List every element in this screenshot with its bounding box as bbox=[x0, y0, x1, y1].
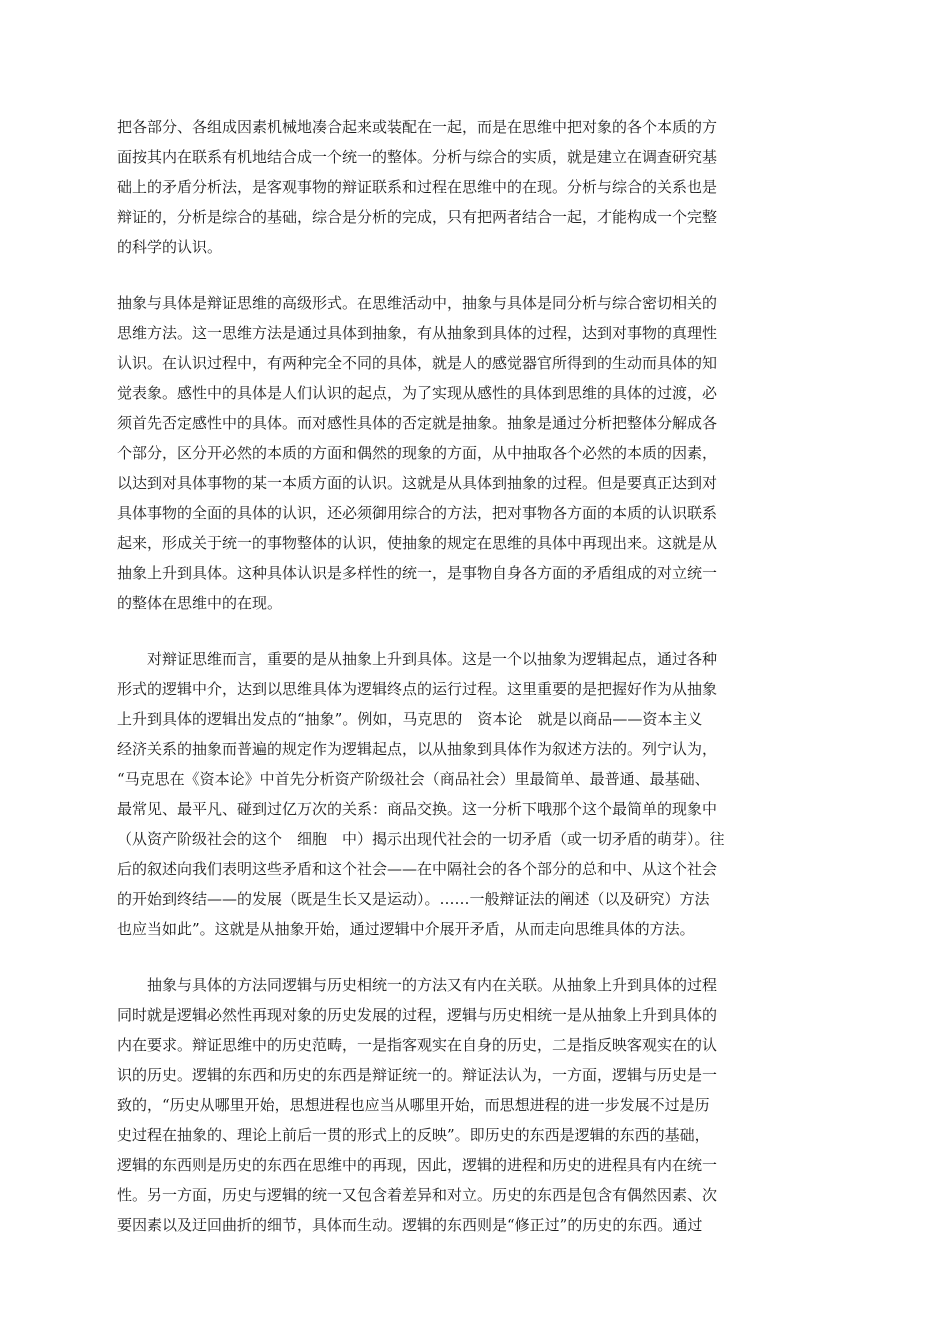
text-line: 的整体在思维中的在现。 bbox=[117, 594, 283, 612]
text-line: 史过程在抽象的、理论上前后一贯的形式上的反映”。即历史的东西是逻辑的东西的基础， bbox=[117, 1126, 710, 1144]
text-line: 也应当如此”。这就是从抽象开始，通过逻辑中介展开矛盾，从而走向思维具体的方法。 bbox=[117, 920, 695, 938]
text-line: 具体事物的全面的具体的认识，还必须御用综合的方法，把对事物各方面的本质的认识联系 bbox=[117, 504, 718, 522]
text-line: 对辩证思维而言，重要的是从抽象上升到具体。这是一个以抽象为逻辑起点，通过各种 bbox=[117, 650, 718, 668]
text-line: 个部分，区分开必然的本质的方面和偶然的现象的方面，从中抽取各个必然的本质的因素， bbox=[117, 444, 718, 462]
text-line: 抽象与具体的方法同逻辑与历史相统一的方法又有内在关联。从抽象上升到具体的过程 bbox=[117, 976, 718, 994]
document-body bbox=[117, 112, 811, 1240]
text-line: 认识。在认识过程中，有两种完全不同的具体，就是人的感觉器官所得到的生动而具体的知 bbox=[117, 354, 718, 372]
text-line: （从资产阶级社会的这个 细胞 中）揭示出现代社会的一切矛盾（或一切矛盾的萌芽）。往 bbox=[117, 830, 725, 848]
text-line: 致的，“历史从哪里开始，思想进程也应当从哪里开始，而思想进程的进一步发展不过是历 bbox=[117, 1096, 710, 1114]
text-line: 内在要求。辩证思维中的历史范畴，一是指客观实在自身的历史，二是指反映客观实在的认 bbox=[117, 1036, 718, 1054]
text-line: 抽象上升到具体。这种具体认识是多样性的统一，是事物自身各方面的矛盾组成的对立统一 bbox=[117, 564, 718, 582]
text-line: 辩证的，分析是综合的基础，综合是分析的完成，只有把两者结合一起，才能构成一个完整 bbox=[117, 208, 718, 226]
text-line: 形式的逻辑中介，达到以思维具体为逻辑终点的运行过程。这里重要的是把握好作为从抽象 bbox=[117, 680, 718, 698]
paragraph-3 bbox=[117, 644, 811, 944]
paragraph-1 bbox=[117, 112, 811, 262]
text-line: 的开始到终结——的发展（既是生长又是运动）。……一般辩证法的阐述（以及研究）方法 bbox=[117, 890, 710, 908]
text-line: 的科学的认识。 bbox=[117, 238, 223, 256]
text-line: 经济关系的抽象而普遍的规定作为逻辑起点，以从抽象到具体作为叙述方法的。列宁认为， bbox=[117, 740, 718, 758]
text-line: 逻辑的东西则是历史的东西在思维中的再现，因此，逻辑的进程和历史的进程具有内在统一 bbox=[117, 1156, 718, 1174]
text-line: 后的叙述向我们表明这些矛盾和这个社会——在中隔社会的各个部分的总和中、从这个社会 bbox=[117, 860, 718, 878]
text-line: 抽象与具体是辩证思维的高级形式。在思维活动中，抽象与具体是同分析与综合密切相关的 bbox=[117, 294, 718, 312]
text-line: 性。另一方面，历史与逻辑的统一又包含着差异和对立。历史的东西是包含有偶然因素、次 bbox=[117, 1186, 718, 1204]
text-line: 最常见、最平凡、碰到过亿万次的关系：商品交换。这一分析下哦那个这个最简单的现象中 bbox=[117, 800, 718, 818]
paragraph-4 bbox=[117, 970, 811, 1240]
text-line: 以达到对具体事物的某一本质方面的认识。这就是从具体到抽象的过程。但是要真正达到对 bbox=[117, 474, 718, 492]
text-line: 觉表象。感性中的具体是人们认识的起点，为了实现从感性的具体到思维的具体的过渡，必 bbox=[117, 384, 718, 402]
text-line: 同时就是逻辑必然性再现对象的历史发展的过程，逻辑与历史相统一是从抽象上升到具体的 bbox=[117, 1006, 718, 1024]
text-line: 础上的矛盾分析法，是客观事物的辩证联系和过程在思维中的在现。分析与综合的关系也是 bbox=[117, 178, 718, 196]
text-line: “马克思在《资本论》中首先分析资产阶级社会（商品社会）里最简单、最普通、最基础、 bbox=[117, 770, 710, 788]
paragraph-2 bbox=[117, 288, 811, 618]
text-line: 面按其内在联系有机地结合成一个统一的整体。分析与综合的实质，就是建立在调查研究基 bbox=[117, 148, 718, 166]
text-line: 起来，形成关于统一的事物整体的认识，使抽象的规定在思维的具体中再现出来。这就是从 bbox=[117, 534, 718, 552]
text-line: 识的历史。逻辑的东西和历史的东西是辩证统一的。辩证法认为，一方面，逻辑与历史是一 bbox=[117, 1066, 718, 1084]
text-line: 思维方法。这一思维方法是通过具体到抽象，有从抽象到具体的过程，达到对事物的真理性 bbox=[117, 324, 718, 342]
text-line: 把各部分、各组成因素机械地凑合起来或装配在一起，而是在思维中把对象的各个本质的方 bbox=[117, 118, 718, 136]
text-line: 上升到具体的逻辑出发点的“抽象”。例如，马克思的 资本论 就是以商品——资本主义 bbox=[117, 710, 703, 728]
text-line: 须首先否定感性中的具体。而对感性具体的否定就是抽象。抽象是通过分析把整体分解成各 bbox=[117, 414, 718, 432]
text-line: 要因素以及迂回曲折的细节，具体而生动。逻辑的东西则是“修正过”的历史的东西。通过 bbox=[117, 1216, 703, 1234]
